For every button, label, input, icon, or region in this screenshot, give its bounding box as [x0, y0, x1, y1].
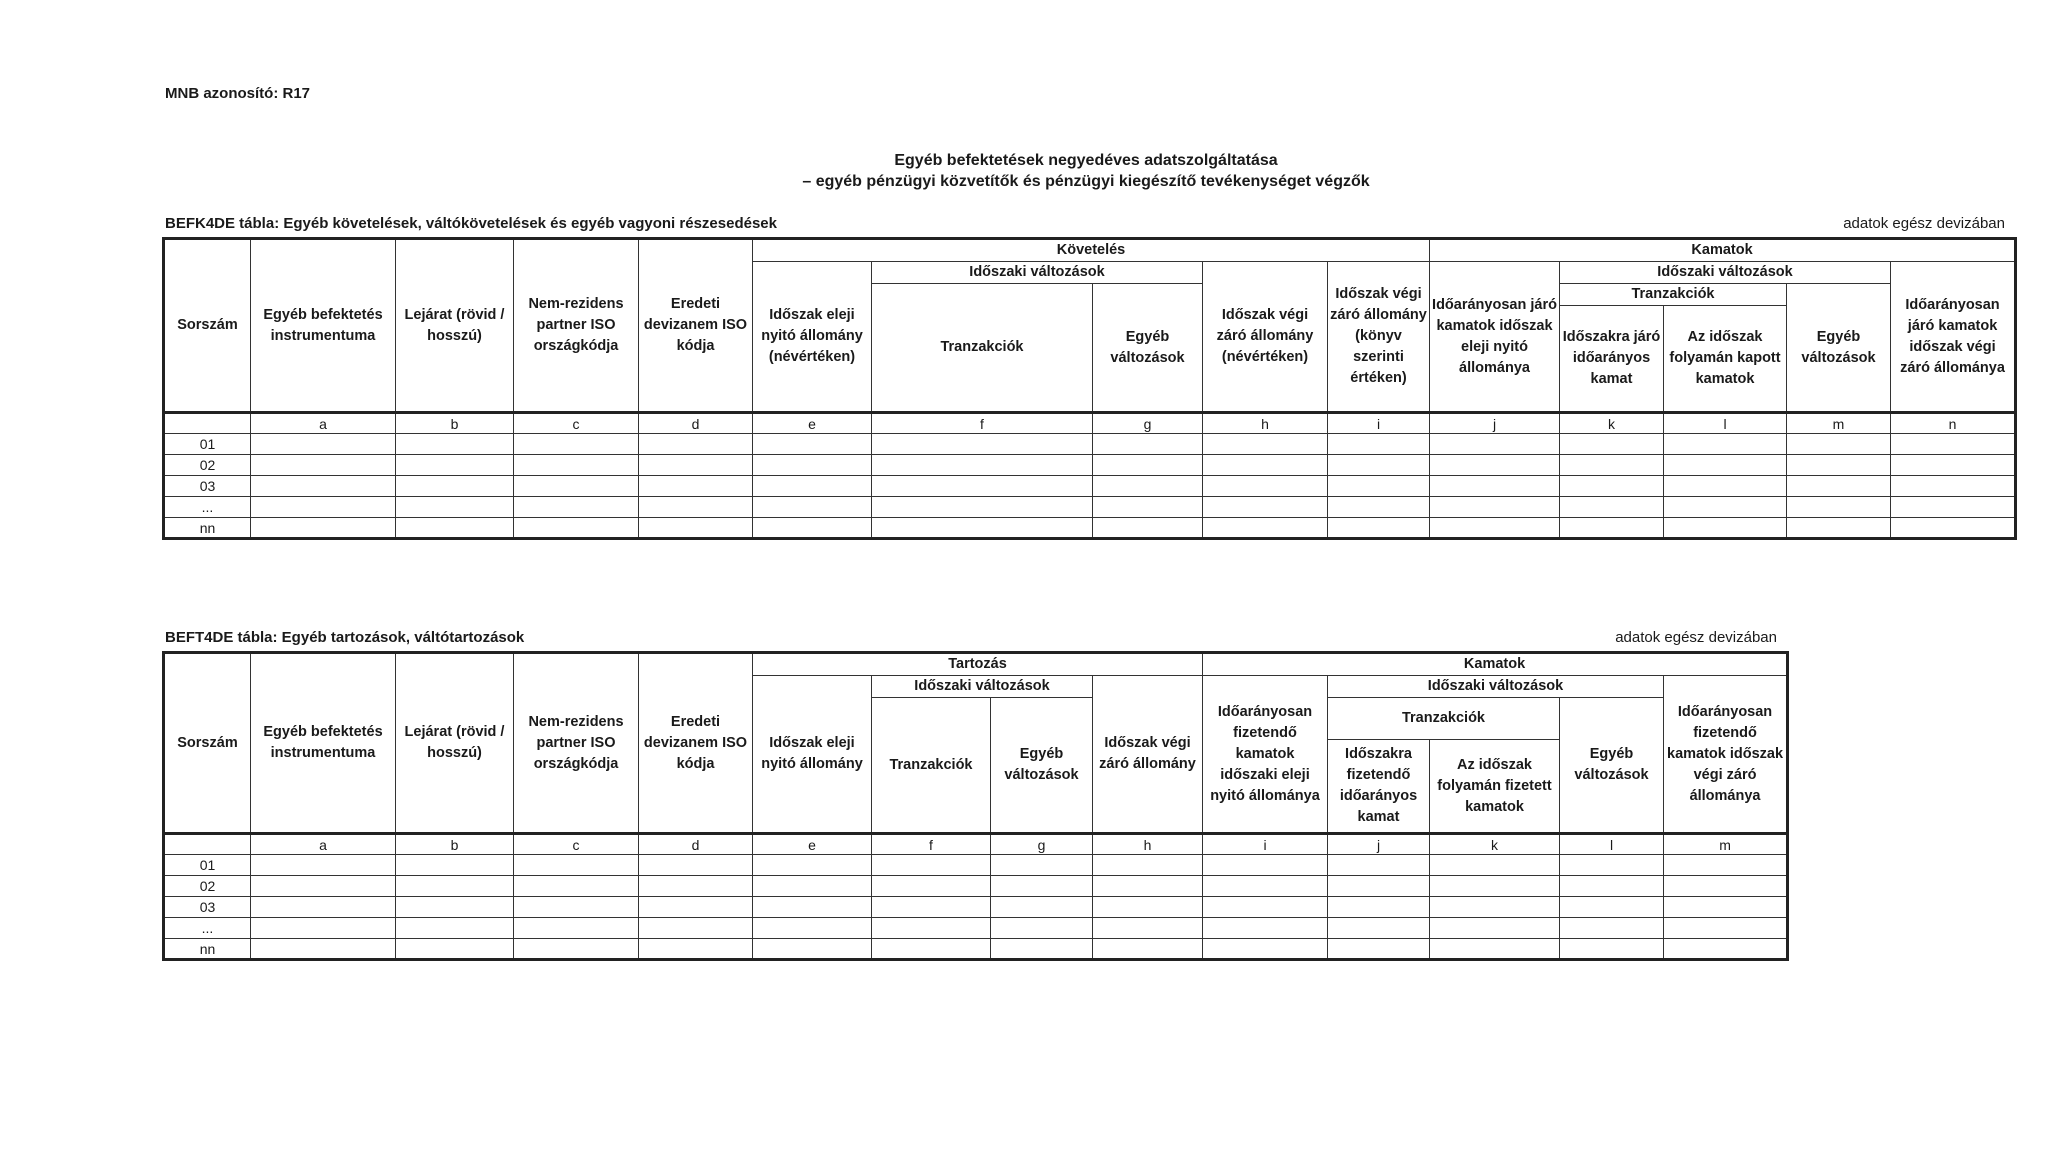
data-entry-cell[interactable] [1430, 455, 1560, 476]
data-entry-cell[interactable] [1664, 897, 1788, 918]
data-entry-cell[interactable] [1093, 939, 1203, 960]
col-header-d: Eredeti devizanem ISO kódja [639, 239, 753, 413]
row-number: 03 [164, 897, 251, 918]
data-entry-cell[interactable] [396, 855, 514, 876]
letter-cell: j [1430, 413, 1560, 434]
table2-unit-note: adatok egész devizában [1615, 629, 1777, 646]
letter-cell: e [753, 834, 872, 855]
letter-cell: i [1203, 834, 1328, 855]
data-entry-cell[interactable] [1560, 434, 1664, 455]
col-header-h: Időszak végi záró állomány (névértéken) [1203, 262, 1328, 413]
col-header-c: Nem-rezidens partner ISO országkódja [514, 239, 639, 413]
data-entry-cell[interactable] [753, 497, 872, 518]
data-entry-cell[interactable] [514, 476, 639, 497]
data-entry-cell[interactable] [753, 876, 872, 897]
letter-cell: b [396, 413, 514, 434]
data-entry-cell[interactable] [639, 897, 753, 918]
table-befk4de [162, 237, 2017, 540]
subgroup-idoszaki-valtozasok-kamat: Időszaki változások [1560, 262, 1891, 284]
data-entry-cell[interactable] [1328, 518, 1430, 539]
data-entry-cell[interactable] [1664, 497, 1787, 518]
data-entry-cell[interactable] [1093, 455, 1203, 476]
data-entry-cell[interactable] [1430, 918, 1560, 939]
data-entry-cell[interactable] [1203, 518, 1328, 539]
data-entry-cell[interactable] [872, 855, 991, 876]
data-entry-cell[interactable] [1093, 897, 1203, 918]
data-entry-cell[interactable] [872, 876, 991, 897]
letter-cell: h [1093, 834, 1203, 855]
data-entry-cell[interactable] [396, 918, 514, 939]
data-entry-cell[interactable] [514, 855, 639, 876]
letter-cell: a [251, 834, 396, 855]
table-row [164, 876, 1788, 897]
data-entry-cell[interactable] [639, 939, 753, 960]
data-entry-cell[interactable] [251, 434, 396, 455]
data-entry-cell[interactable] [1430, 876, 1560, 897]
row-number: 01 [164, 434, 251, 455]
letter-cell: i [1328, 413, 1430, 434]
data-entry-cell[interactable] [753, 455, 872, 476]
data-entry-cell[interactable] [514, 518, 639, 539]
data-entry-cell[interactable] [251, 918, 396, 939]
data-entry-cell[interactable] [639, 455, 753, 476]
data-entry-cell[interactable] [396, 455, 514, 476]
subgroup-tranzakciok: Tranzakciók [1560, 284, 1787, 306]
col-header-m: Egyéb változások [1787, 284, 1891, 413]
data-entry-cell[interactable] [1203, 855, 1328, 876]
data-entry-cell[interactable] [251, 476, 396, 497]
table1-unit-note: adatok egész devizában [1843, 215, 2005, 232]
data-entry-cell[interactable] [251, 939, 396, 960]
col-header-i: Időszak végi záró állomány (könyv szerinti értéken) [1328, 262, 1430, 413]
table-row [164, 939, 1788, 960]
col-header-d: Eredeti devizanem ISO kódja [639, 653, 753, 834]
row-number: ... [164, 918, 251, 939]
data-entry-cell[interactable] [1203, 497, 1328, 518]
data-entry-cell[interactable] [1891, 434, 2016, 455]
col-header-a: Egyéb befektetés instrumentuma [251, 239, 396, 413]
col-header-l: Egyéb változások [1560, 698, 1664, 834]
col-header-e: Időszak eleji nyitó állomány (névértéken) [753, 262, 872, 413]
table-row [164, 897, 1788, 918]
data-entry-cell[interactable] [1560, 497, 1664, 518]
letter-cell: b [396, 834, 514, 855]
mnb-identifier: MNB azonosító: R17 [165, 85, 311, 102]
data-entry-cell[interactable] [1560, 476, 1664, 497]
data-entry-cell[interactable] [1093, 876, 1203, 897]
data-entry-cell[interactable] [1664, 918, 1788, 939]
col-header-f: Tranzakciók [872, 698, 991, 834]
data-entry-cell[interactable] [396, 518, 514, 539]
col-header-f: Tranzakciók [872, 284, 1093, 413]
data-entry-cell[interactable] [753, 855, 872, 876]
data-entry-cell[interactable] [1203, 939, 1328, 960]
data-entry-cell[interactable] [991, 918, 1093, 939]
data-entry-cell[interactable] [1664, 434, 1787, 455]
letter-cell: g [991, 834, 1093, 855]
row-number: 02 [164, 455, 251, 476]
col-header-sorszam: Sorszám [164, 653, 251, 834]
data-entry-cell[interactable] [1664, 518, 1787, 539]
data-entry-cell[interactable] [1560, 455, 1664, 476]
data-entry-cell[interactable] [396, 476, 514, 497]
data-entry-cell[interactable] [251, 455, 396, 476]
group-header-tartozas: Tartozás [753, 653, 1203, 676]
data-entry-cell[interactable] [1891, 476, 2016, 497]
data-entry-cell[interactable] [1787, 497, 1891, 518]
col-header-e: Időszak eleji nyitó állomány [753, 676, 872, 834]
data-entry-cell[interactable] [251, 497, 396, 518]
letter-cell: f [872, 834, 991, 855]
data-entry-cell[interactable] [1430, 939, 1560, 960]
data-entry-cell[interactable] [396, 897, 514, 918]
data-entry-cell[interactable] [753, 476, 872, 497]
data-entry-cell[interactable] [1203, 897, 1328, 918]
data-entry-cell[interactable] [639, 518, 753, 539]
letter-cell: l [1560, 834, 1664, 855]
col-header-g: Egyéb változások [991, 698, 1093, 834]
table-row [164, 434, 2016, 455]
data-entry-cell[interactable] [1328, 897, 1430, 918]
letter-cell: k [1560, 413, 1664, 434]
data-entry-cell[interactable] [1664, 939, 1788, 960]
data-entry-cell[interactable] [514, 497, 639, 518]
col-header-b: Lejárat (rövid / hosszú) [396, 239, 514, 413]
col-header-n: Időarányosan járó kamatok időszak végi záró állománya [1891, 262, 2016, 413]
data-entry-cell[interactable] [1203, 434, 1328, 455]
data-entry-cell[interactable] [639, 876, 753, 897]
data-entry-cell[interactable] [1328, 855, 1430, 876]
data-entry-cell[interactable] [1093, 518, 1203, 539]
data-entry-cell[interactable] [1664, 855, 1788, 876]
data-entry-cell[interactable] [639, 476, 753, 497]
data-entry-cell[interactable] [514, 897, 639, 918]
table-row [164, 855, 1788, 876]
data-entry-cell[interactable] [1203, 918, 1328, 939]
data-entry-cell[interactable] [1203, 455, 1328, 476]
data-entry-cell[interactable] [872, 939, 991, 960]
data-entry-cell[interactable] [1664, 476, 1787, 497]
data-entry-cell[interactable] [1787, 518, 1891, 539]
data-entry-cell[interactable] [1787, 455, 1891, 476]
data-entry-cell[interactable] [991, 897, 1093, 918]
data-entry-cell[interactable] [639, 918, 753, 939]
letter-cell: m [1664, 834, 1788, 855]
group-header-kamatok: Kamatok [1430, 239, 2016, 262]
table1-caption: BEFK4DE tábla: Egyéb követelések, váltókövetelések és egyéb vagyoni részesedések [165, 215, 777, 232]
document-title [0, 150, 2045, 192]
letter-cell: c [514, 834, 639, 855]
subgroup-idoszaki-valtozasok-kamat: Időszaki változások [1328, 676, 1664, 698]
data-entry-cell[interactable] [514, 434, 639, 455]
data-entry-cell[interactable] [753, 518, 872, 539]
data-entry-cell[interactable] [251, 518, 396, 539]
data-entry-cell[interactable] [1430, 497, 1560, 518]
data-entry-cell[interactable] [1891, 455, 2016, 476]
data-entry-cell[interactable] [1560, 939, 1664, 960]
data-entry-cell[interactable] [753, 939, 872, 960]
data-entry-cell[interactable] [514, 455, 639, 476]
data-entry-cell[interactable] [1560, 855, 1664, 876]
row-number: ... [164, 497, 251, 518]
table-beft4de [162, 651, 1789, 961]
data-entry-cell[interactable] [1891, 497, 2016, 518]
data-entry-cell[interactable] [251, 855, 396, 876]
col-header-i: Időarányosan fizetendő kamatok időszaki eleji nyitó állománya [1203, 676, 1328, 834]
table2-caption: BEFT4DE tábla: Egyéb tartozások, váltótartozások [165, 629, 525, 646]
data-entry-cell[interactable] [396, 876, 514, 897]
col-header-k: Az időszak folyamán fizetett kamatok [1430, 740, 1560, 834]
col-header-m: Időarányosan fizetendő kamatok időszak végi záró állománya [1664, 676, 1788, 834]
data-entry-cell[interactable] [396, 939, 514, 960]
data-entry-cell[interactable] [872, 434, 1093, 455]
data-entry-cell[interactable] [639, 497, 753, 518]
letter-cell: l [1664, 413, 1787, 434]
row-number: 01 [164, 855, 251, 876]
col-header-a: Egyéb befektetés instrumentuma [251, 653, 396, 834]
letter-cell: j [1328, 834, 1430, 855]
data-entry-cell[interactable] [1891, 518, 2016, 539]
letter-cell: g [1093, 413, 1203, 434]
data-entry-cell[interactable] [872, 497, 1093, 518]
data-entry-cell[interactable] [1203, 876, 1328, 897]
row-number: nn [164, 939, 251, 960]
data-entry-cell[interactable] [251, 876, 396, 897]
data-entry-cell[interactable] [1560, 876, 1664, 897]
col-header-g: Egyéb változások [1093, 284, 1203, 413]
data-entry-cell[interactable] [1664, 455, 1787, 476]
data-entry-cell[interactable] [1787, 434, 1891, 455]
row-number: 03 [164, 476, 251, 497]
data-entry-cell[interactable] [1560, 918, 1664, 939]
data-entry-cell[interactable] [872, 476, 1093, 497]
data-entry-cell[interactable] [1093, 918, 1203, 939]
data-entry-cell[interactable] [1328, 918, 1430, 939]
row-number: nn [164, 518, 251, 539]
data-entry-cell[interactable] [639, 855, 753, 876]
data-entry-cell[interactable] [251, 897, 396, 918]
group-header-kamatok: Kamatok [1203, 653, 1788, 676]
data-entry-cell[interactable] [1560, 518, 1664, 539]
data-entry-cell[interactable] [1430, 518, 1560, 539]
data-entry-cell[interactable] [1328, 476, 1430, 497]
letter-cell: a [251, 413, 396, 434]
data-entry-cell[interactable] [514, 876, 639, 897]
col-header-c: Nem-rezidens partner ISO országkódja [514, 653, 639, 834]
data-entry-cell[interactable] [1093, 497, 1203, 518]
title-line-2: – egyéb pénzügyi közvetítők és pénzügyi kiegészítő tevékenységet végzők [802, 173, 1370, 190]
subgroup-tranzakciok: Tranzakciók [1328, 698, 1560, 740]
col-header-k: Időszakra járó időarányos kamat [1560, 306, 1664, 413]
letter-cell: k [1430, 834, 1560, 855]
group-header-kovetels: Követelés [753, 239, 1430, 262]
table-row [164, 518, 2016, 539]
data-entry-cell[interactable] [1093, 855, 1203, 876]
table-row [164, 918, 1788, 939]
title-line-1: Egyéb befektetések negyedéves adatszolgáltatása [894, 152, 1278, 169]
data-entry-cell[interactable] [991, 855, 1093, 876]
data-entry-cell[interactable] [991, 876, 1093, 897]
subgroup-idoszaki-valtozasok: Időszaki változások [872, 262, 1203, 284]
row-number: 02 [164, 876, 251, 897]
table-row [164, 455, 2016, 476]
data-entry-cell[interactable] [396, 497, 514, 518]
data-entry-cell[interactable] [1203, 476, 1328, 497]
letter-cell-blank [164, 413, 251, 434]
col-header-sorszam: Sorszám [164, 239, 251, 413]
data-entry-cell[interactable] [1328, 434, 1430, 455]
data-entry-cell[interactable] [753, 897, 872, 918]
data-entry-cell[interactable] [514, 918, 639, 939]
data-entry-cell[interactable] [1560, 897, 1664, 918]
data-entry-cell[interactable] [753, 918, 872, 939]
data-entry-cell[interactable] [1328, 939, 1430, 960]
col-header-h: Időszak végi záró állomány [1093, 676, 1203, 834]
data-entry-cell[interactable] [514, 939, 639, 960]
data-entry-cell[interactable] [1093, 434, 1203, 455]
data-entry-cell[interactable] [1430, 434, 1560, 455]
data-entry-cell[interactable] [872, 518, 1093, 539]
letter-cell: n [1891, 413, 2016, 434]
data-entry-cell[interactable] [872, 455, 1093, 476]
letter-cell: f [872, 413, 1093, 434]
data-entry-cell[interactable] [1430, 476, 1560, 497]
table-row [164, 497, 2016, 518]
data-entry-cell[interactable] [396, 434, 514, 455]
data-entry-cell[interactable] [872, 897, 991, 918]
data-entry-cell[interactable] [753, 434, 872, 455]
data-entry-cell[interactable] [872, 918, 991, 939]
data-entry-cell[interactable] [1430, 855, 1560, 876]
data-entry-cell[interactable] [1093, 476, 1203, 497]
col-header-b: Lejárat (rövid / hosszú) [396, 653, 514, 834]
col-header-j: Időarányosan járó kamatok időszak eleji nyitó állománya [1430, 262, 1560, 413]
letter-cell: e [753, 413, 872, 434]
letter-cell: h [1203, 413, 1328, 434]
col-header-l: Az időszak folyamán kapott kamatok [1664, 306, 1787, 413]
col-header-j: Időszakra fizetendő időarányos kamat [1328, 740, 1430, 834]
data-entry-cell[interactable] [1328, 876, 1430, 897]
letter-cell: m [1787, 413, 1891, 434]
data-entry-cell[interactable] [1430, 897, 1560, 918]
subgroup-idoszaki-valtozasok: Időszaki változások [872, 676, 1093, 698]
letter-cell: d [639, 413, 753, 434]
data-entry-cell[interactable] [1328, 497, 1430, 518]
data-entry-cell[interactable] [991, 939, 1093, 960]
data-entry-cell[interactable] [1328, 455, 1430, 476]
data-entry-cell[interactable] [1787, 476, 1891, 497]
letter-cell-blank [164, 834, 251, 855]
letter-cell: c [514, 413, 639, 434]
data-entry-cell[interactable] [1664, 876, 1788, 897]
table-row [164, 476, 2016, 497]
letter-cell: d [639, 834, 753, 855]
data-entry-cell[interactable] [639, 434, 753, 455]
